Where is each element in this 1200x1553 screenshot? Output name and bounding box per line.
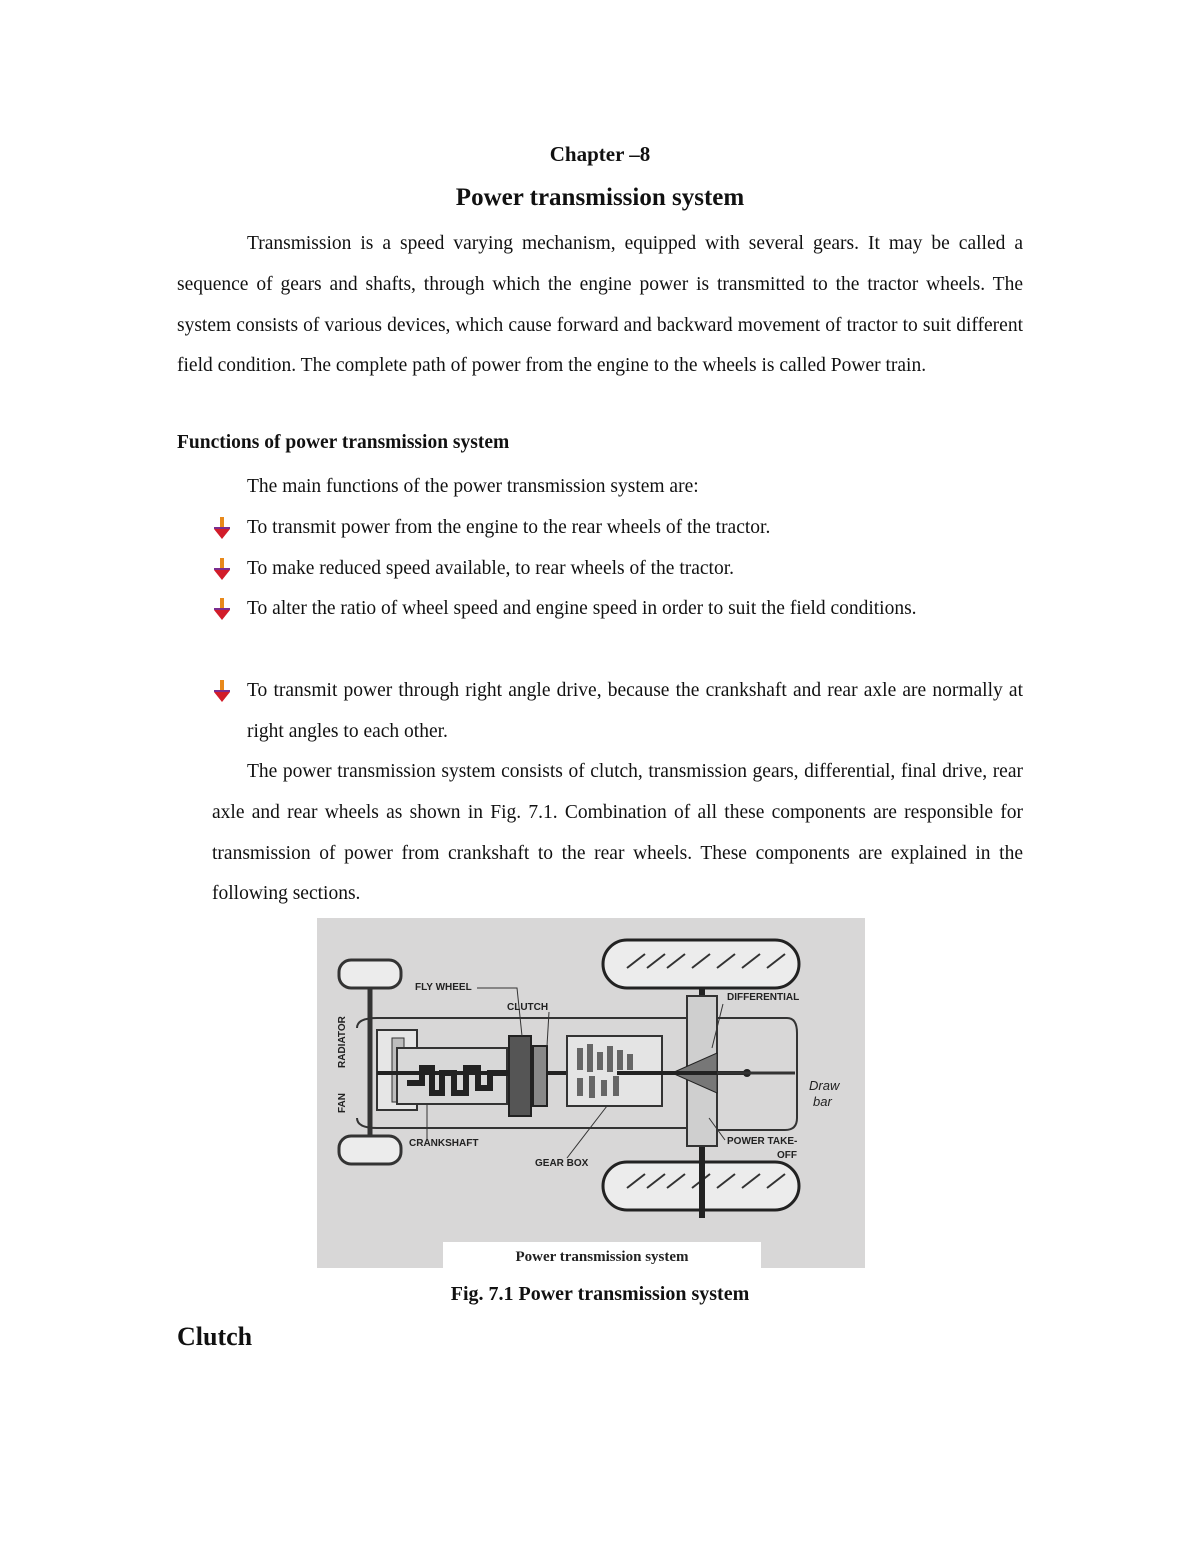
power-transmission-figure [317, 918, 865, 1268]
bullet-text: To alter the ratio of wheel speed and engine speed in order to suit the field conditions. [247, 598, 917, 619]
intro-text: Transmission is a speed varying mechanism, equipped with several gears. It may be called a sequence of gears and shafts, through which the engine power is transmitted to the tractor wheels. The system consists of various devices, which cause forward and backward movement of tractor to suit different field condition. The complete path of power from the engine to the wheels is called Power train. [177, 233, 1023, 377]
figure-caption: Fig. 7.1 Power transmission system [450, 1283, 750, 1305]
bullet-text: To transmit power from the engine to the rear wheels of the tractor. [247, 517, 771, 538]
clutch [533, 1046, 547, 1106]
bullet-text: To transmit power through right angle drive, because the crankshaft and rear axle are normally at right angles to each other. [247, 680, 1023, 742]
gear-box-label: GEAR BOX [535, 1158, 589, 1169]
front-wheel-bottom [339, 1136, 401, 1164]
chapter-number: Chapter –8 [549, 142, 651, 166]
components-paragraph [212, 752, 1023, 915]
draw-bar-label-2: bar [813, 1094, 832, 1109]
page-title: Power transmission system [455, 184, 745, 211]
differential-label: DIFFERENTIAL [727, 992, 800, 1003]
power-take-off-label-2: OFF [777, 1150, 797, 1161]
section-heading-clutch: Clutch [177, 1322, 253, 1351]
arrow-down-bullet-icon [212, 598, 232, 620]
crankshaft-label: CRANKSHAFT [409, 1138, 479, 1149]
bullet-item [212, 589, 1023, 630]
intro-paragraph [177, 224, 1023, 387]
arrow-down-bullet-icon [212, 517, 232, 539]
clutch-label: CLUTCH [507, 1002, 549, 1013]
figure-inner-caption: Power transmission system [515, 1249, 689, 1265]
arrow-down-bullet-icon [212, 680, 232, 702]
power-transmission-diagram [317, 918, 865, 1268]
bullet-item [212, 508, 1023, 549]
bullet-text: To make reduced speed available, to rear wheels of the tractor. [247, 558, 734, 579]
draw-bar-label: Draw [809, 1078, 840, 1093]
fan-label: FAN [337, 1093, 348, 1113]
bullet-item [212, 671, 1023, 753]
fly-wheel-label: FLY WHEEL [415, 982, 472, 993]
bullet-item [212, 549, 1023, 590]
flywheel [509, 1036, 531, 1116]
functions-intro: The main functions of the power transmission system are: [247, 476, 699, 497]
arrow-down-bullet-icon [212, 558, 232, 580]
front-wheel-top [339, 960, 401, 988]
components-text: The power transmission system consists of clutch, transmission gears, differential, final drive, rear axle and rear wheels as shown in Fig. 7.1. Combination of all these components are responsible for transmission of power from crankshaft to the rear wheels. These components are explained in the following sections. [212, 761, 1023, 905]
radiator-label: RADIATOR [337, 1016, 348, 1068]
functions-heading: Functions of power transmission system [177, 432, 510, 453]
power-take-off-label: POWER TAKE- [727, 1136, 798, 1147]
